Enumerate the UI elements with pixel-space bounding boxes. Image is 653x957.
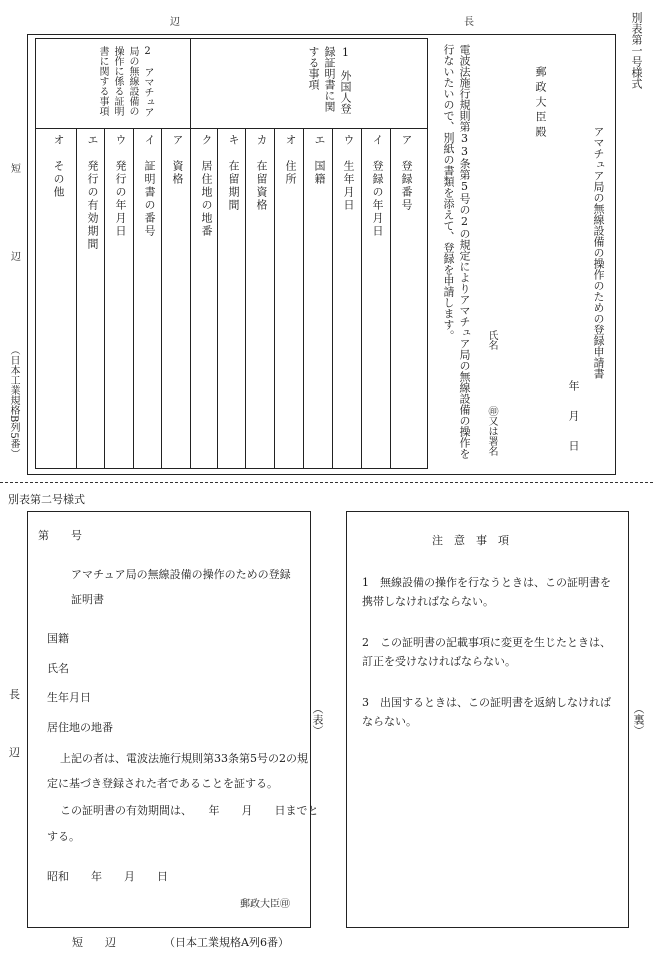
form1-section1-label-text: 1 外国人登録証明書に関する事項: [307, 46, 352, 114]
form2-notes-title: 注 意 事 項: [432, 534, 509, 547]
form2-validity-line2: する。: [47, 830, 80, 843]
form1-item: ク 居住地の地番: [200, 134, 213, 238]
form1-col-line: [274, 128, 275, 469]
form1-item: キ 在留期間: [227, 134, 240, 212]
form1-long-side-label2: 辺: [170, 17, 180, 28]
form2-note-3: [362, 693, 620, 731]
form1-item: ア 資格: [171, 134, 184, 186]
form1-table-divider: [35, 128, 428, 129]
form2-field-birthdate: 生年月日: [47, 691, 91, 704]
form2-number: 第 号: [38, 529, 82, 542]
form1-application-title: アマチュア局の無線設備の操作のための登録申請書: [592, 126, 605, 379]
form2-paper-size: （日本工業規格A列6番）: [164, 936, 289, 949]
form1-section1-label: [305, 46, 353, 122]
form1-item: イ 登録の年月日: [371, 134, 384, 238]
form1-date: 年 月 日: [567, 380, 580, 455]
form1-long-side-label: 長: [464, 17, 474, 28]
form2-long-side-label: 長: [9, 688, 20, 701]
form2-issuer: 郵政大臣㊞: [240, 899, 290, 910]
form1-item: オ 住所: [284, 134, 297, 186]
form2-back-mark: （裏）: [632, 703, 645, 736]
form1-col-line: [245, 128, 246, 469]
form1-section2-label-text: 2 アマチュア局の無線設備の操作に係る証明書に関する事項: [97, 46, 153, 117]
form1-col-line: [390, 128, 391, 469]
form2-long-side-label2: 辺: [9, 746, 20, 759]
form2-field-name: 氏名: [47, 662, 69, 675]
form2-field-address: 居住地の地番: [47, 721, 113, 734]
form2-title: 別表第二号様式: [8, 493, 85, 506]
form2-note-2-text: 2 この証明書の記載事項に変更を生じたときは、訂正を受けなければならない。: [362, 636, 611, 668]
form-separator: [0, 482, 653, 483]
form2-cert-title-line2: 証明書: [71, 593, 104, 606]
form1-paper-size: （日本工業規格B列5番）: [8, 345, 19, 459]
form1-item: オ その他: [52, 134, 65, 199]
form2-field-nationality: 国籍: [47, 632, 69, 645]
form1-short-side-label: 短: [11, 164, 21, 175]
form1-col-line: [104, 128, 105, 469]
form1-addressee: 郵政大臣殿: [534, 66, 547, 141]
form2-body-line2: 定に基づき登録された者であることを証する。: [47, 777, 278, 790]
form2-validity-line1: この証明書の有効期間は、 年 月 日までと: [60, 804, 319, 817]
form1-body: [440, 44, 472, 464]
form2-note-1-text: 1 無線設備の操作を行なうときは、この証明書を携帯しなければならない。: [362, 576, 611, 608]
form1-name-label: 氏名: [486, 330, 497, 350]
form2-note-3-text: 3 出国するときは、この証明書を返納しなければならない。: [362, 696, 611, 728]
form1-col-line: [303, 128, 304, 469]
form1-short-side-label2: 辺: [11, 252, 21, 263]
form1-title: 別表第一号様式: [630, 12, 643, 89]
form2-date: 昭和 年 月 日: [47, 870, 168, 883]
form1-body-text: 電波法施行規則第33条第5号の2の規定によりアマチュア局の無線設備の操作を行ないたいので、別紙の書類を添えて、登録を申請します。: [442, 44, 471, 459]
form1-item: エ 国籍: [313, 134, 326, 186]
form2-front-mark: （表）: [311, 703, 324, 736]
form1-item: ア 登録番号: [400, 134, 413, 212]
form1-item: ウ 発行の年月日: [114, 134, 127, 238]
form2-short-side-label: 短 辺: [72, 936, 116, 949]
form2-body-line1: 上記の者は、電波法施行規則第33条第5号の2の規: [60, 752, 308, 765]
form1-item: イ 証明書の番号: [143, 134, 156, 238]
form1-col-line: [217, 128, 218, 469]
form1-table: [35, 38, 428, 469]
form1-item: カ 在留資格: [255, 134, 268, 212]
form1-section-divider: [190, 38, 191, 469]
form1-col-line: [161, 128, 162, 469]
form1-col-line: [76, 128, 77, 469]
form1-item: ウ 生年月日: [342, 134, 355, 212]
form2-note-2: [362, 633, 620, 671]
form1-item: エ 発行の有効期間: [86, 134, 99, 251]
form2-cert-title-line1: アマチュア局の無線設備の操作のための登録: [71, 568, 291, 581]
form2-note-1: [362, 573, 620, 611]
form1-col-line: [133, 128, 134, 469]
form1-col-line: [332, 128, 333, 469]
form1-col-line: [361, 128, 362, 469]
form1-seal-note: ㊞又は署名: [486, 406, 497, 456]
form1-section2-label: [95, 46, 155, 122]
